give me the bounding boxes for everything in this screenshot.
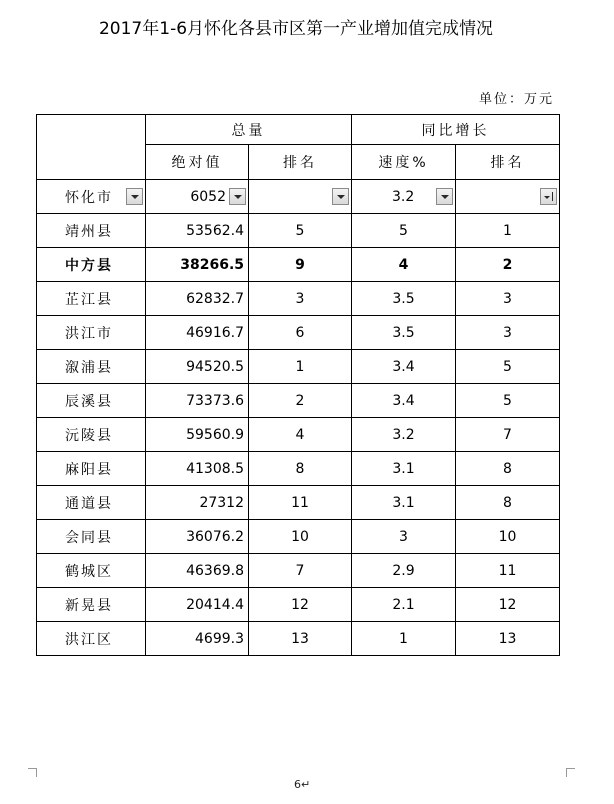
table-row <box>37 384 560 418</box>
table-row <box>37 418 560 452</box>
county-name-cell: 麻阳县 <box>37 452 146 486</box>
table-row <box>37 350 560 384</box>
filter-dropdown-absolute[interactable] <box>229 188 246 205</box>
absolute-value-cell: 46916.7 <box>146 316 249 350</box>
table-row <box>37 622 560 656</box>
county-name-cell: 靖州县 <box>37 214 146 248</box>
table-row <box>37 486 560 520</box>
rank-yoy-cell: 7 <box>456 418 560 452</box>
unit-label: 单位：万元 <box>478 92 554 107</box>
rank-yoy-cell: 1 <box>456 214 560 248</box>
absolute-value-cell: 73373.6 <box>146 384 249 418</box>
rank-yoy-cell: 10 <box>456 520 560 554</box>
rank-yoy-cell: 8 <box>456 486 560 520</box>
rank-total-cell: 4 <box>249 418 352 452</box>
filter-dropdown-name[interactable] <box>126 188 143 205</box>
page-corner-mark-right <box>566 768 575 777</box>
county-name-cell: 沅陵县 <box>37 418 146 452</box>
rank-yoy-cell: 8 <box>456 452 560 486</box>
rank-total-cell: 11 <box>249 486 352 520</box>
speed-cell: 2.9 <box>352 554 456 588</box>
speed-cell: 3.5 <box>352 282 456 316</box>
table-row <box>37 520 560 554</box>
rank-total-cell: 7 <box>249 554 352 588</box>
county-name-cell: 会同县 <box>37 520 146 554</box>
filter-cell-rank-yoy <box>456 180 560 214</box>
speed-cell: 1 <box>352 622 456 656</box>
speed-cell: 4 <box>352 248 456 282</box>
data-table <box>36 114 560 656</box>
rank-total-cell: 5 <box>249 214 352 248</box>
absolute-value-cell: 27312 <box>146 486 249 520</box>
county-name-cell: 溆浦县 <box>37 350 146 384</box>
county-name-cell: 洪江区 <box>37 622 146 656</box>
table-row <box>37 248 560 282</box>
absolute-value-cell: 53562.4 <box>146 214 249 248</box>
filter-cell-absolute <box>146 180 249 214</box>
table-row <box>37 588 560 622</box>
page-corner-mark-left <box>28 768 37 777</box>
absolute-value-cell: 36076.2 <box>146 520 249 554</box>
table-row <box>37 554 560 588</box>
header-blank-cell <box>37 115 146 180</box>
filter-row <box>37 180 560 214</box>
header-rank-yoy: 排名 <box>456 145 560 180</box>
rank-total-cell: 6 <box>249 316 352 350</box>
rank-yoy-cell: 13 <box>456 622 560 656</box>
speed-cell: 3.5 <box>352 316 456 350</box>
absolute-value-cell: 41308.5 <box>146 452 249 486</box>
rank-total-cell: 9 <box>249 248 352 282</box>
header-yoy: 同比增长 <box>352 115 560 145</box>
rank-total-cell: 2 <box>249 384 352 418</box>
filter-cell-name <box>37 180 146 214</box>
filter-dropdown-rank-total[interactable] <box>332 188 349 205</box>
filter-speed-value: 3.2 <box>392 188 415 205</box>
speed-cell: 3.1 <box>352 452 456 486</box>
table-row <box>37 214 560 248</box>
filter-absolute-value: 6052 <box>190 188 226 205</box>
rank-yoy-cell: 2 <box>456 248 560 282</box>
rank-yoy-cell: 12 <box>456 588 560 622</box>
header-speed: 速度% <box>352 145 456 180</box>
page-number: 6↵ <box>294 778 311 791</box>
county-name-cell: 辰溪县 <box>37 384 146 418</box>
county-name-cell: 通道县 <box>37 486 146 520</box>
absolute-value-cell: 94520.5 <box>146 350 249 384</box>
table-row <box>37 282 560 316</box>
page-title: 2017年1-6月怀化各县市区第一产业增加值完成情况 <box>98 19 494 39</box>
absolute-value-cell: 20414.4 <box>146 588 249 622</box>
speed-cell: 3.4 <box>352 384 456 418</box>
header-rank-total: 排名 <box>249 145 352 180</box>
rank-total-cell: 8 <box>249 452 352 486</box>
filter-name-label: 怀化市 <box>65 189 113 206</box>
rank-total-cell: 10 <box>249 520 352 554</box>
table-row <box>37 316 560 350</box>
rank-yoy-cell: 3 <box>456 282 560 316</box>
rank-total-cell: 1 <box>249 350 352 384</box>
rank-yoy-cell: 3 <box>456 316 560 350</box>
county-name-cell: 中方县 <box>37 248 146 282</box>
header-total: 总量 <box>146 115 352 145</box>
speed-cell: 3.2 <box>352 418 456 452</box>
header-absolute: 绝对值 <box>146 145 249 180</box>
rank-yoy-cell: 11 <box>456 554 560 588</box>
rank-yoy-cell: 5 <box>456 350 560 384</box>
rank-total-cell: 12 <box>249 588 352 622</box>
filter-dropdown-speed[interactable] <box>436 188 453 205</box>
header-row-1 <box>37 115 560 145</box>
absolute-value-cell: 62832.7 <box>146 282 249 316</box>
rank-yoy-cell: 5 <box>456 384 560 418</box>
absolute-value-cell: 46369.8 <box>146 554 249 588</box>
county-name-cell: 洪江市 <box>37 316 146 350</box>
filter-cell-rank-total <box>249 180 352 214</box>
page-number-value: 6 <box>294 778 301 791</box>
absolute-value-cell: 59560.9 <box>146 418 249 452</box>
speed-cell: 2.1 <box>352 588 456 622</box>
sort-filter-icon[interactable] <box>540 188 557 205</box>
table-row <box>37 452 560 486</box>
county-name-cell: 鹤城区 <box>37 554 146 588</box>
speed-cell: 5 <box>352 214 456 248</box>
speed-cell: 3 <box>352 520 456 554</box>
county-name-cell: 芷江县 <box>37 282 146 316</box>
absolute-value-cell: 4699.3 <box>146 622 249 656</box>
speed-cell: 3.4 <box>352 350 456 384</box>
filter-cell-speed <box>352 180 456 214</box>
rank-total-cell: 3 <box>249 282 352 316</box>
rank-total-cell: 13 <box>249 622 352 656</box>
speed-cell: 3.1 <box>352 486 456 520</box>
county-name-cell: 新晃县 <box>37 588 146 622</box>
absolute-value-cell: 38266.5 <box>146 248 249 282</box>
